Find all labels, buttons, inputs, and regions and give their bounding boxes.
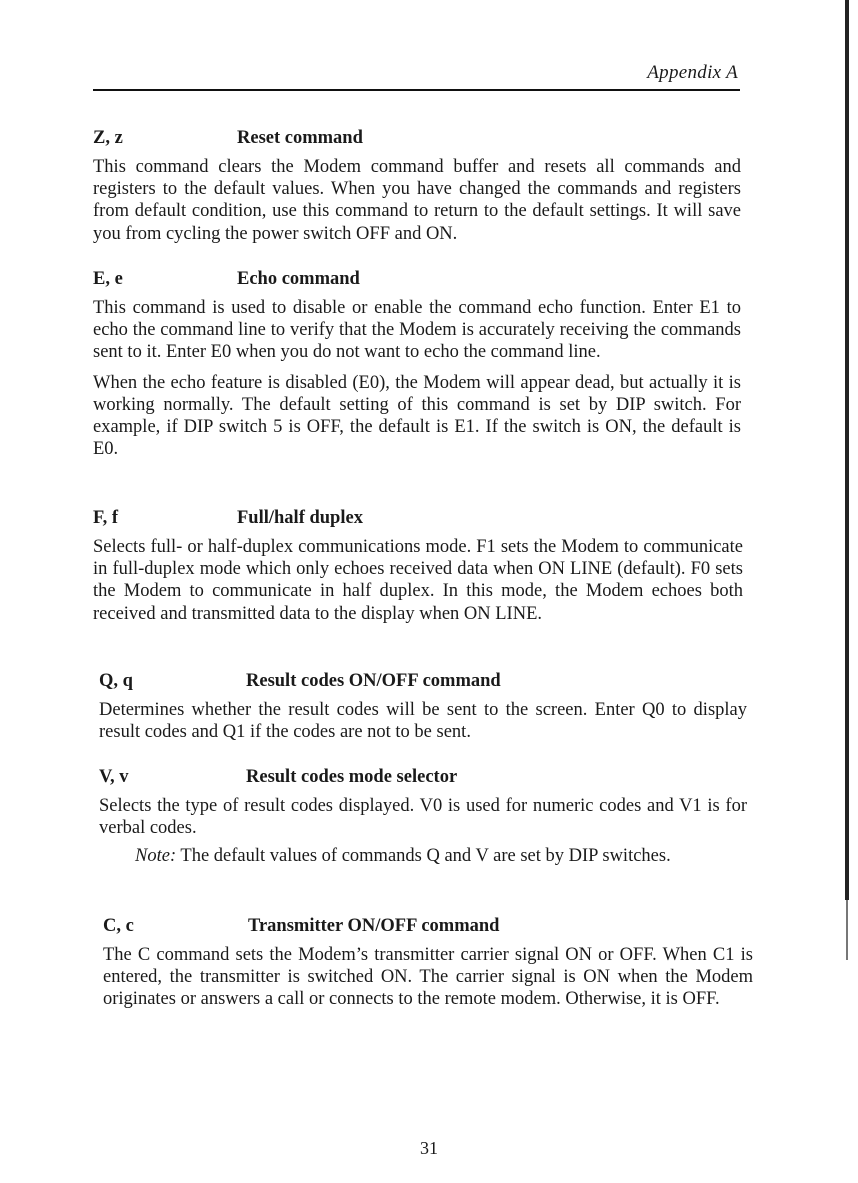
paragraph: This command clears the Modem command buffer and resets all commands and registers to the default values. When you have changed the commands and registers from default condition, use this command to return to the default settings. It will save you from cycling the power switch OFF and ON. [93, 157, 741, 244]
paragraph: Selects the type of result codes displayed. V0 is used for numeric codes and V1 is for verbal codes. [99, 796, 747, 839]
section-reset [93, 128, 741, 245]
header-rule [93, 89, 740, 91]
section-heading [103, 916, 753, 940]
command-key: E, e [93, 269, 123, 289]
command-key: Z, z [93, 128, 123, 148]
note-text: The default values of commands Q and V are set by DIP switches. [180, 846, 671, 867]
command-key: Q, q [99, 671, 133, 691]
note-label: Note: [135, 846, 177, 867]
command-title: Result codes mode selector [246, 767, 458, 787]
note [135, 845, 725, 867]
paragraph: This command is used to disable or enable the command echo function. Enter E1 to echo the command line to verify that the Modem is accurately receiving the commands sent to it. Enter E0 when you do not want to echo the command line. [93, 298, 741, 363]
command-key: V, v [99, 767, 129, 787]
section-echo [93, 269, 741, 460]
scan-edge-mark [845, 0, 849, 900]
paragraph: Selects full- or half-duplex communications mode. F1 sets the Modem to communicate in full-duplex mode which only echoes received data when ON LINE (default). F0 sets the Modem to communicate in half duplex. In this mode, the Modem echoes both received and transmitted data to the display when ON LINE. [93, 537, 743, 624]
section-duplex [93, 508, 743, 625]
section-heading [99, 671, 747, 695]
page-number: 31 [420, 1138, 438, 1158]
command-title: Transmitter ON/OFF command [248, 916, 500, 936]
command-title: Result codes ON/OFF command [246, 671, 501, 691]
command-title: Full/half duplex [237, 508, 363, 528]
section-result-codes [99, 671, 747, 743]
section-heading [93, 128, 741, 152]
section-result-mode [99, 767, 747, 868]
section-transmitter [103, 916, 753, 1011]
paragraph: The C command sets the Modem’s transmitter carrier signal ON or OFF. When C1 is entered, the transmitter is switched ON. The carrier signal is ON when the Modem originates or answers a call or connects to the remote modem. Otherwise, it is OFF. [103, 945, 753, 1010]
section-heading [93, 508, 743, 532]
command-key: C, c [103, 916, 134, 936]
running-header: Appendix A [647, 62, 738, 83]
command-title: Reset command [237, 128, 363, 148]
paragraph: Determines whether the result codes will be sent to the screen. Enter Q0 to display result codes and Q1 if the codes are not to be sent. [99, 700, 747, 743]
scan-edge-mark-lower [846, 900, 848, 960]
section-heading [93, 269, 741, 293]
section-heading [99, 767, 747, 791]
command-key: F, f [93, 508, 119, 528]
command-title: Echo command [237, 269, 360, 289]
paragraph: When the echo feature is disabled (E0), the Modem will appear dead, but actually it is working normally. The default setting of this command is set by DIP switch. For example, if DIP switch 5 is OFF, the default is E1. If the switch is ON, the default is E0. [93, 372, 741, 460]
